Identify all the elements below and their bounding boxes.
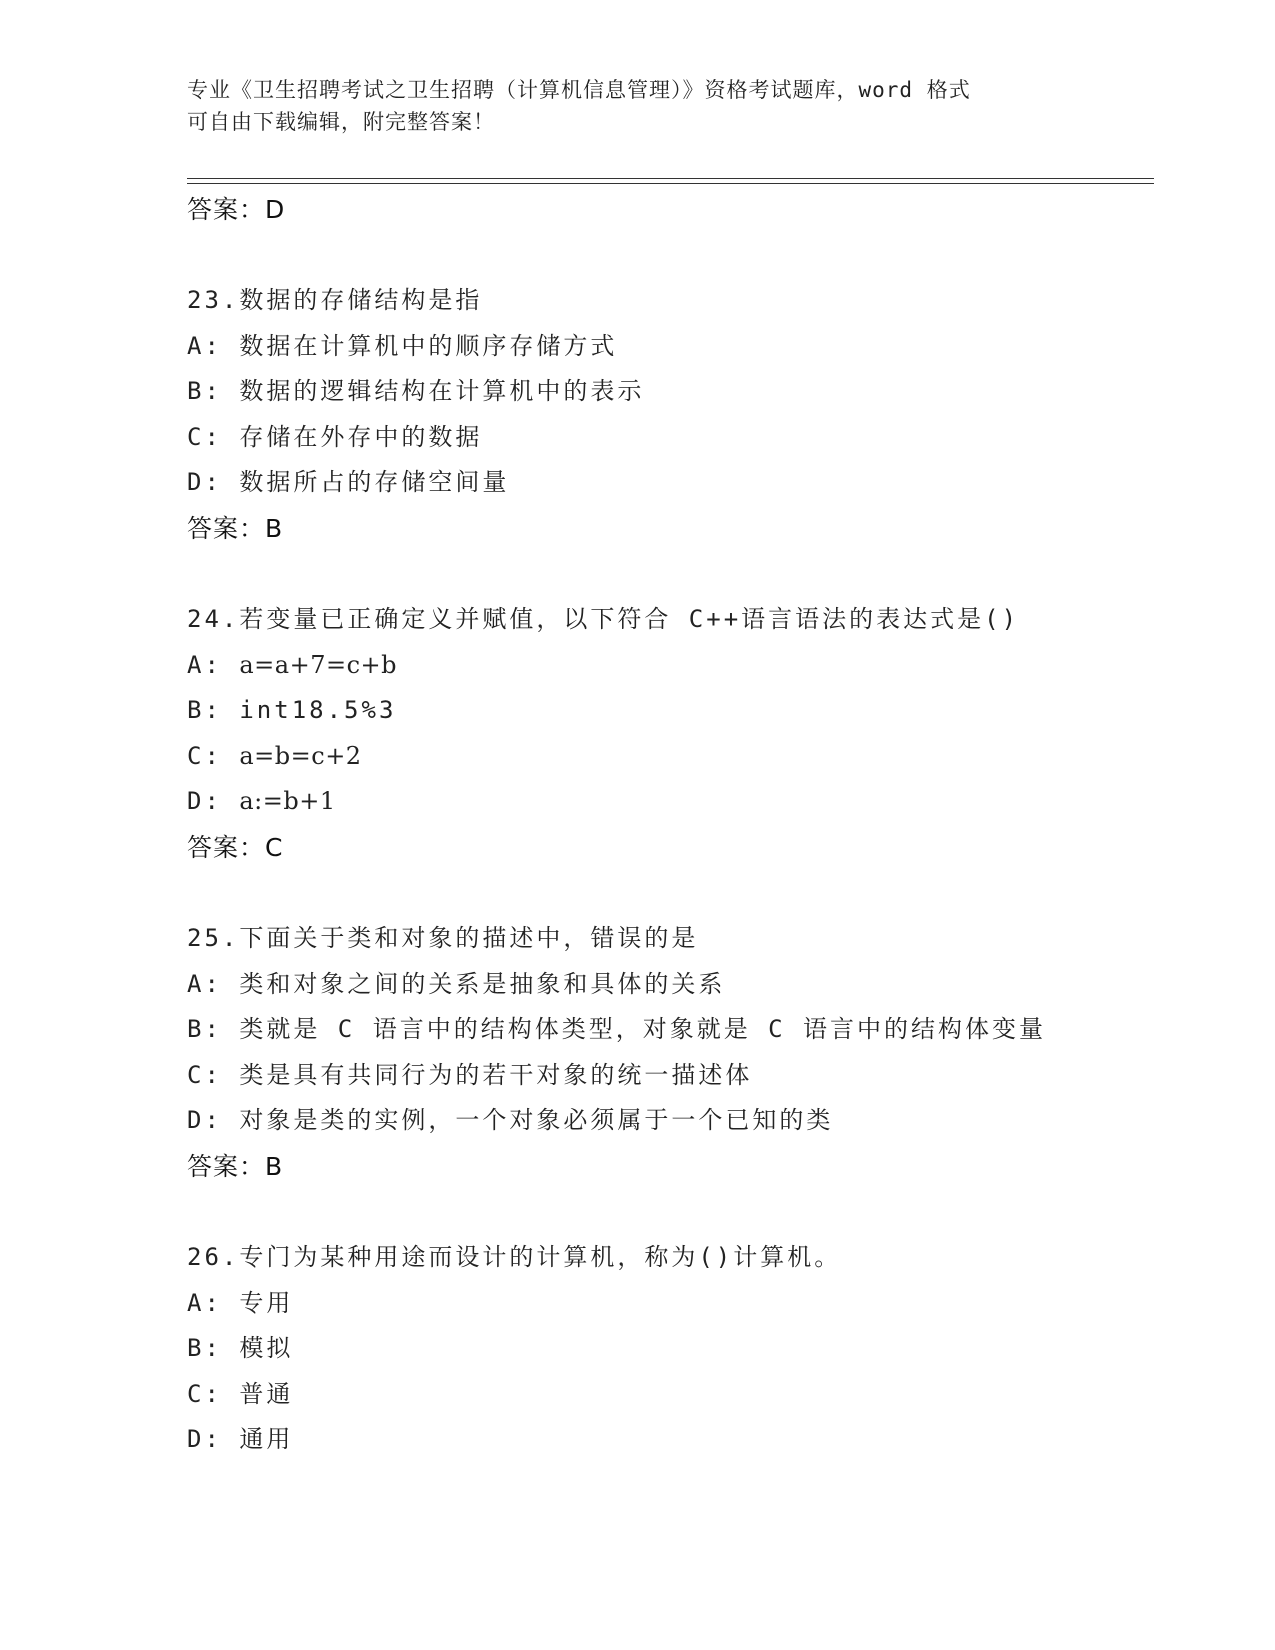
option-b (187, 1326, 1154, 1372)
question-24 (187, 597, 1154, 870)
option-d (187, 1417, 1154, 1463)
question-stem: 23.数据的存储结构是指 (187, 286, 483, 314)
option-text: 数据所占的存储空间量 (239, 468, 510, 497)
option-text: 普通 (239, 1379, 294, 1408)
option-text: 数据的逻辑结构在计算机中的表示 (239, 377, 645, 406)
option-text: 类和对象之间的关系是抽象和具体的关系 (239, 969, 726, 998)
option-b (187, 369, 1154, 415)
option-label: A: (187, 969, 222, 998)
option-d (187, 779, 1154, 825)
option-b (187, 1007, 1154, 1053)
option-label: B: (187, 1015, 222, 1044)
option-text: a=a+7=c+b (239, 650, 397, 679)
option-label: D: (187, 468, 222, 497)
header-divider-top (187, 178, 1154, 179)
option-label: C: (187, 741, 222, 770)
answer-line: 答案：D (187, 195, 286, 224)
option-label: B: (187, 1334, 222, 1363)
option-label: C: (187, 1379, 222, 1408)
option-label: C: (187, 1060, 222, 1089)
option-d (187, 460, 1154, 506)
option-a (187, 1281, 1154, 1327)
header-line-1: 专业《卫生招聘考试之卫生招聘（计算机信息管理）》资格考试题库，word 格式 (187, 78, 971, 102)
option-label: A: (187, 650, 222, 679)
spacer (187, 232, 1154, 278)
option-text: a=b=c+2 (239, 741, 362, 770)
option-label: A: (187, 1288, 222, 1317)
option-text: 数据在计算机中的顺序存储方式 (239, 331, 618, 360)
option-text: 通用 (239, 1425, 294, 1454)
option-d (187, 1098, 1154, 1144)
question-list (187, 187, 1154, 1463)
option-text: 存储在外存中的数据 (239, 422, 483, 451)
option-text: a:=b+1 (239, 787, 336, 816)
header-line-2: 可自由下载编辑，附完整答案！ (187, 110, 495, 134)
spacer (187, 1189, 1154, 1235)
option-label: B: (187, 377, 222, 406)
question-stem: 24.若变量已正确定义并赋值，以下符合 C++语言语法的表达式是() (187, 604, 1020, 633)
option-text: 类就是 C 语言中的结构体类型，对象就是 C 语言中的结构体变量 (239, 1015, 1047, 1044)
spacer (187, 870, 1154, 916)
option-c (187, 734, 1154, 780)
header-divider-bottom (187, 183, 1154, 184)
answer-line: 答案：B (187, 513, 284, 543)
option-text: 专用 (239, 1288, 294, 1317)
option-label: A: (187, 331, 222, 360)
question-25 (187, 916, 1154, 1189)
question-23 (187, 278, 1154, 551)
option-text: 模拟 (239, 1334, 294, 1363)
option-label: B: (187, 696, 222, 725)
option-c (187, 1053, 1154, 1099)
question-stem: 26.专门为某种用途而设计的计算机，称为()计算机。 (187, 1242, 842, 1271)
option-text: int18.5%3 (239, 696, 397, 725)
document-header (187, 74, 1087, 138)
option-label: C: (187, 422, 222, 451)
option-c (187, 1372, 1154, 1418)
option-label: D: (187, 787, 222, 816)
option-text: 类是具有共同行为的若干对象的统一描述体 (239, 1060, 753, 1089)
option-a (187, 324, 1154, 370)
answer-line: 答案：C (187, 832, 284, 862)
option-a (187, 643, 1154, 689)
spacer (187, 551, 1154, 597)
question-stem: 25.下面关于类和对象的描述中，错误的是 (187, 923, 699, 952)
option-c (187, 415, 1154, 461)
option-label: D: (187, 1106, 222, 1135)
option-a (187, 962, 1154, 1008)
option-label: D: (187, 1425, 222, 1454)
answer-line: 答案：B (187, 1151, 284, 1181)
option-b (187, 688, 1154, 734)
question-26 (187, 1235, 1154, 1463)
option-text: 对象是类的实例，一个对象必须属于一个已知的类 (239, 1106, 834, 1135)
